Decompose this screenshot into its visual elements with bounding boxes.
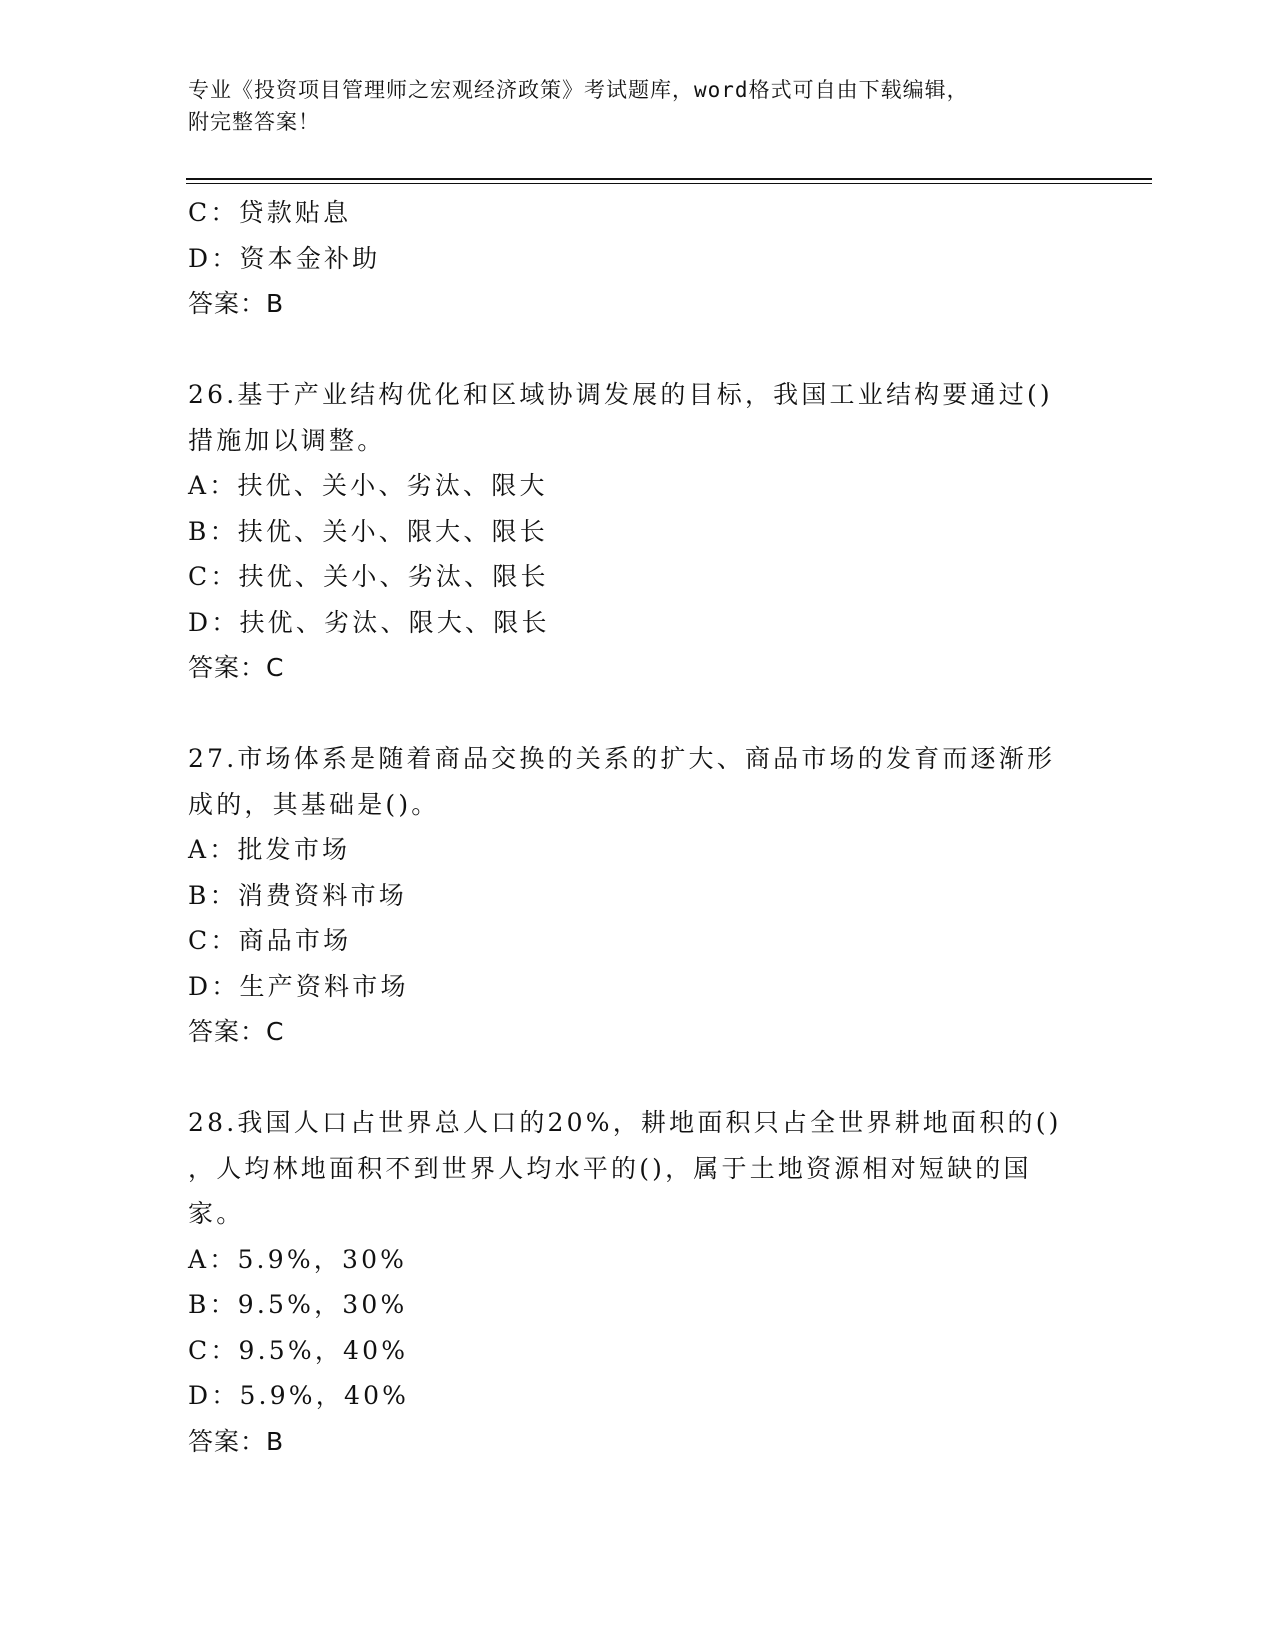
option-d: D：5.9%，40% [188,1381,410,1410]
prev-question [188,190,1088,327]
option-b: B：扶优、关小、限大、限长 [188,516,548,546]
option-a: A：扶优、关小、劣汰、限大 [188,471,548,500]
question-27 [188,736,1088,1055]
option-b: B：消费资料市场 [188,880,407,910]
question-stem-line: 26.基于产业结构优化和区域协调发展的目标，我国工业结构要通过() [188,380,1053,409]
option-b: B：9.5%，30% [188,1290,408,1319]
answer: 答案：B [188,289,285,318]
spacer [188,691,1088,737]
option-d: D：扶优、劣汰、限大、限长 [188,607,550,637]
answer: 答案：C [188,1017,285,1046]
header-line-2: 附完整答案！ [188,110,320,134]
question-stem-line: 家。 [188,1199,245,1228]
question-stem-line: 27.市场体系是随着商品交换的关系的扩大、商品市场的发育而逐渐形 [188,744,1056,773]
answer: 答案：C [188,653,285,682]
option-c: C：商品市场 [188,926,352,955]
question-list [188,190,1088,1464]
question-stem-line: 措施加以调整。 [188,425,386,455]
option-a: A：批发市场 [188,835,351,864]
option-c: C：扶优、关小、劣汰、限长 [188,562,549,591]
option-c: C：9.5%，40% [188,1335,409,1365]
spacer [188,1055,1088,1101]
question-stem-line: 成的，其基础是()。 [188,789,440,819]
option-a: A：5.9%，30% [188,1244,408,1274]
header-rule-thin [186,183,1152,184]
answer: 答案：B [188,1426,285,1456]
option-c: C：贷款贴息 [188,198,352,227]
option-d: D：资本金补助 [188,243,381,273]
question-stem-line: 28.我国人口占世界总人口的20%，耕地面积只占全世界耕地面积的() [188,1108,1062,1137]
question-stem-line: ，人均林地面积不到世界人均水平的()，属于土地资源相对短缺的国 [188,1153,1032,1183]
spacer [188,327,1088,373]
option-d: D：生产资料市场 [188,971,409,1001]
question-28 [188,1100,1088,1464]
header-rule-thick [186,178,1152,180]
header-line-1: 专业《投资项目管理师之宏观经济政策》考试题库，word格式可自由下载编辑， [188,78,969,102]
document-header [188,74,1088,138]
question-26 [188,372,1088,691]
